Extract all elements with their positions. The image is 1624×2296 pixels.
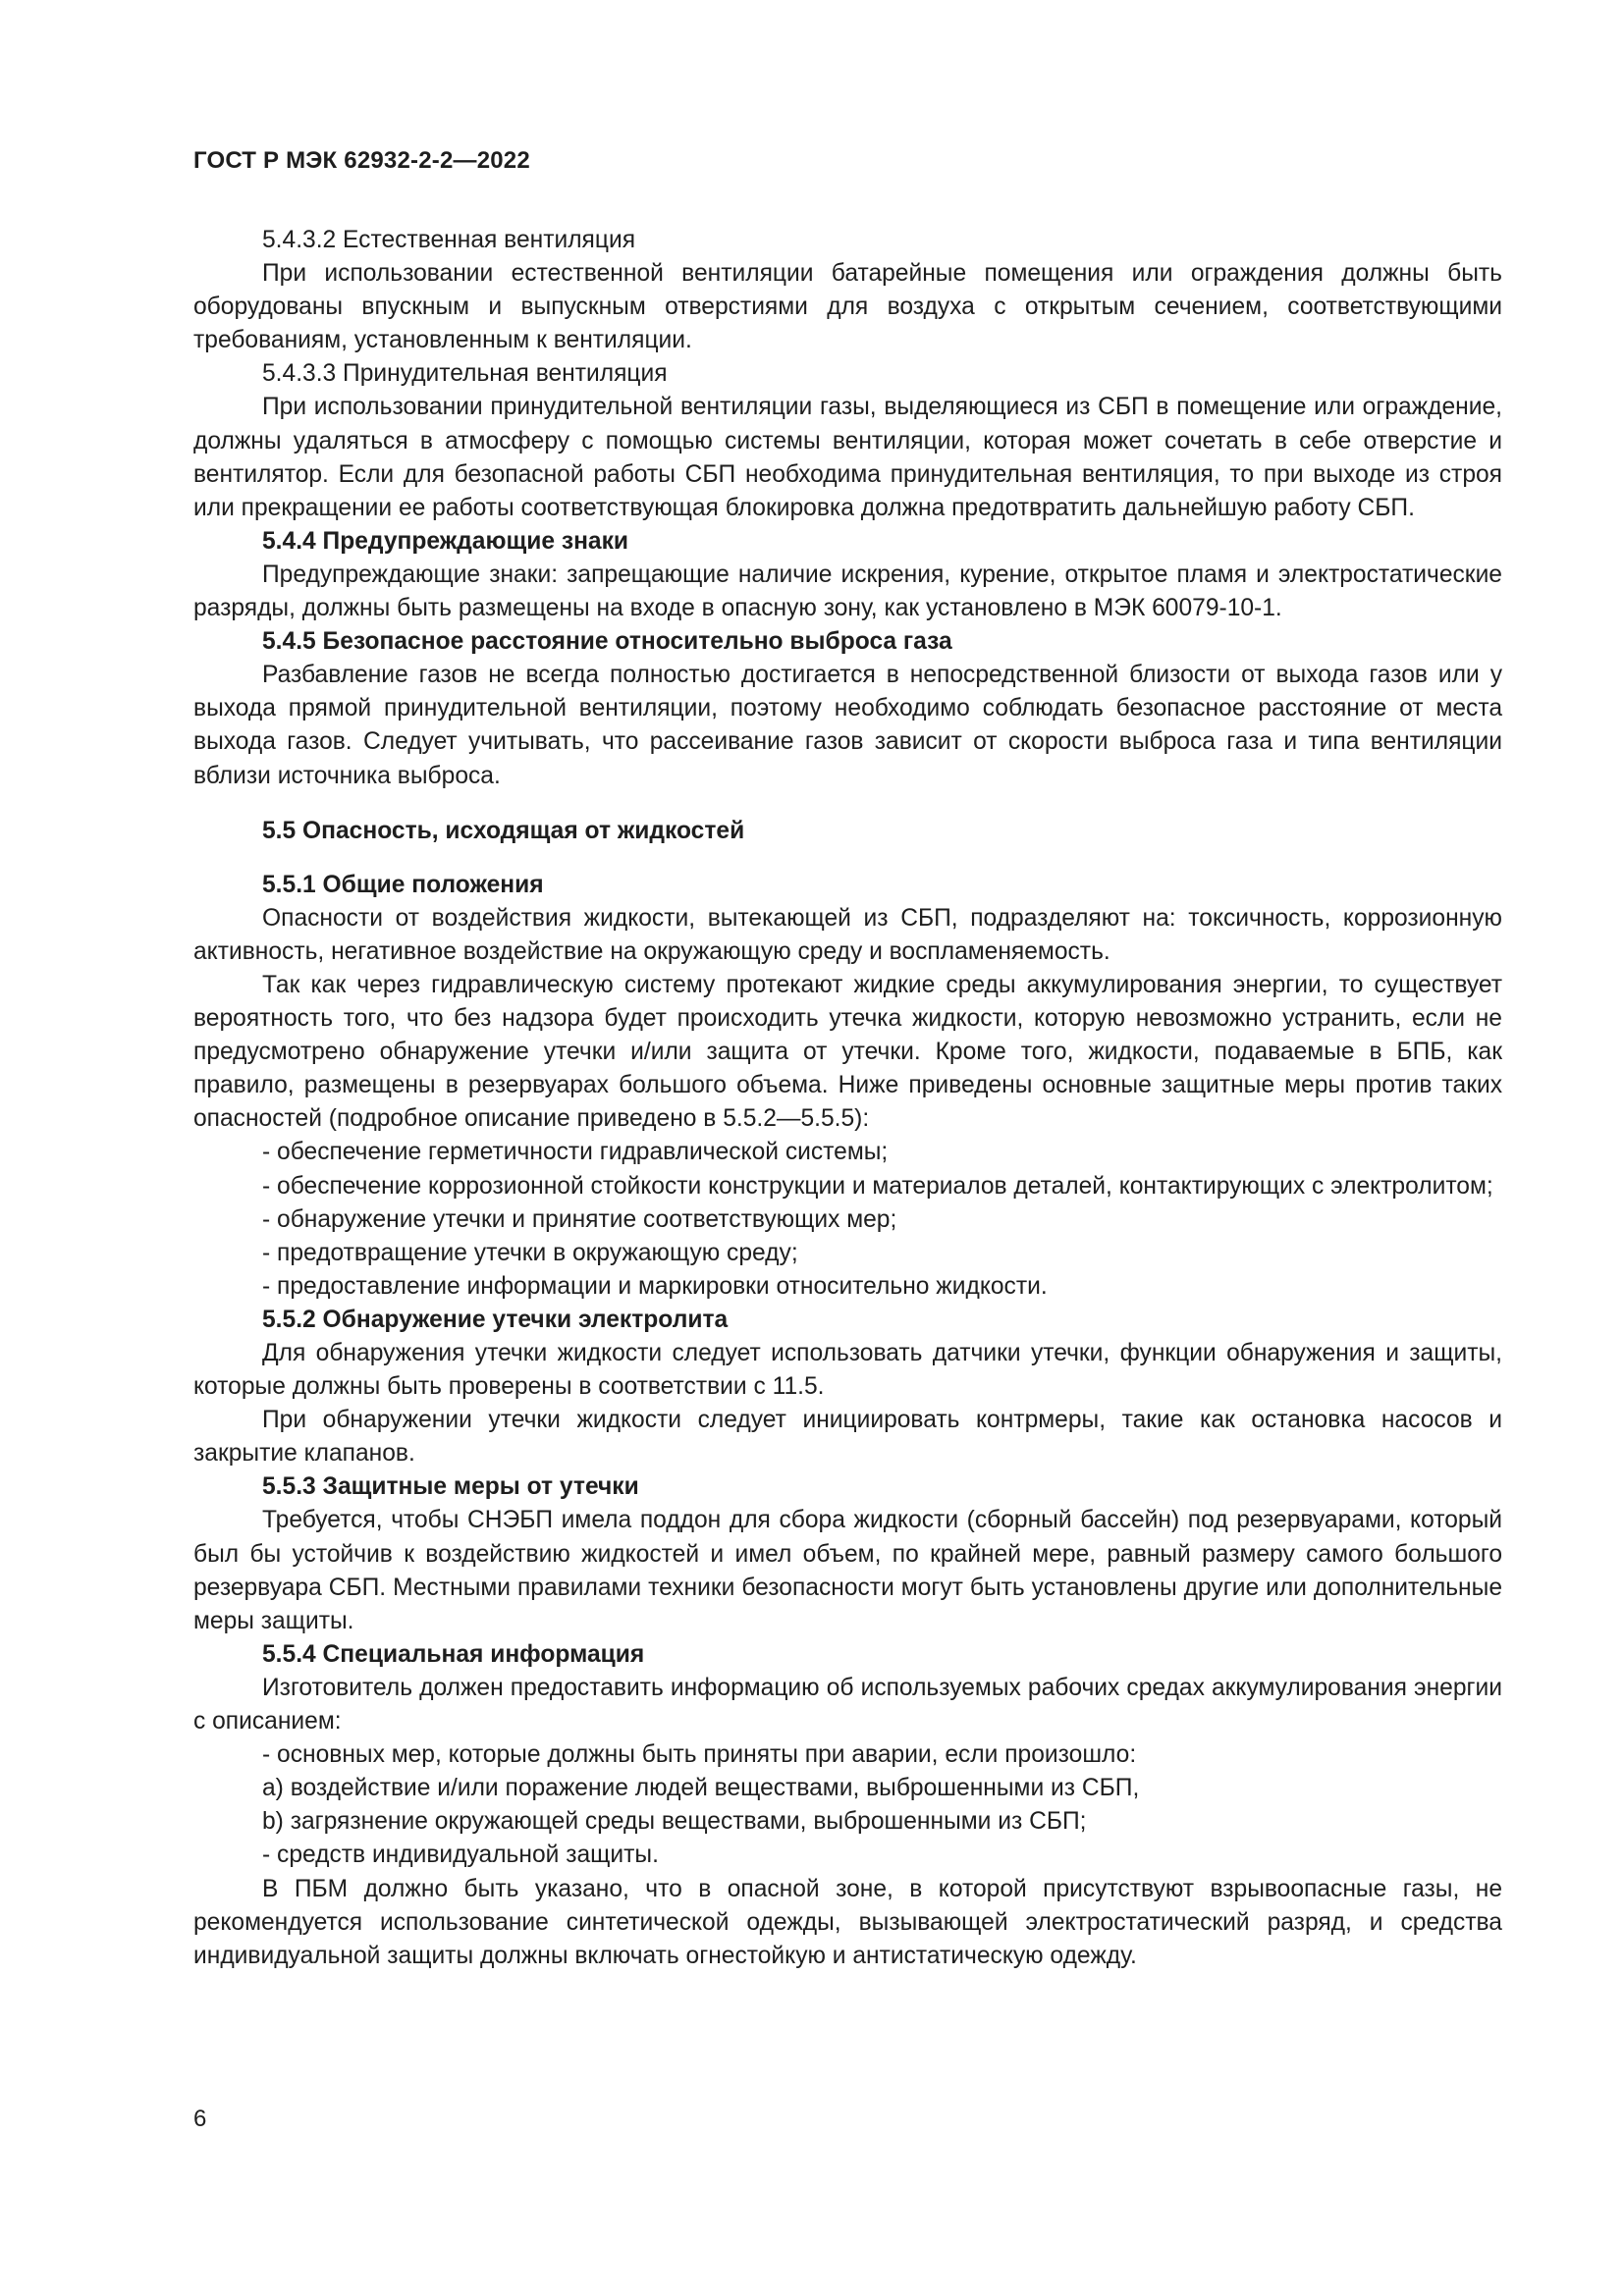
paragraph: Так как через гидравлическую систему протекают жидкие среды аккумулирования энергии, то существует вероятность того, что без надзора будет происходить утечка жидкости, которую невозможно устранить, если не предусмотрено обнаружение утечки и/или защита от утечки. Кроме того, жидкости, подаваемые в БПБ, как правило, размещены в резервуарах большого объема. Ниже приведены основные защитные меры против таких опасностей (подробное описание приведено в 5.5.2—5.5.5): <box>193 971 1502 1133</box>
list-item: - обеспечение герметичности гидравлической системы; <box>262 1139 889 1166</box>
paragraph: Требуется, чтобы СНЭБП имела поддон для сбора жидкости (сборный бассейн) под резервуарами, который был бы устойчив к воздействию жидкостей и имел объем, по крайней мере, равный размеру самого большого резервуара СБП. Местными правилами техники безопасности могут быть установлены другие или дополнительные меры защиты. <box>193 1507 1502 1634</box>
paragraph: Для обнаружения утечки жидкости следует использовать датчики утечки, функции обнаружения и защиты, которые должны быть проверены в соответствии с 11.5. <box>193 1340 1502 1401</box>
paragraph: В ПБМ должно быть указано, что в опасной зоне, в которой присутствуют взрывоопасные газы, не рекомендуется использование синтетической одежды, вызывающей электростатический разряд, и средства индивидуальной защиты должны включать огнестойкую и антистатическую одежду. <box>193 1875 1502 1969</box>
list-item: - основных мер, которые должны быть приняты при аварии, если произошло: <box>262 1741 1137 1769</box>
paragraph: Опасности от воздействия жидкости, вытекающей из СБП, подразделяют на: токсичность, коррозионную активность, негативное воздействие на окружающую среду и воспламеняемость. <box>193 904 1502 965</box>
section-heading: 5.5.2 Обнаружение утечки электролита <box>262 1306 729 1333</box>
list-item: - средств индивидуальной защиты. <box>262 1842 659 1869</box>
paragraph: Предупреждающие знаки: запрещающие наличие искрения, курение, открытое пламя и электростатические разряды, должны быть размещены на входе в опасную зону, как установлено в МЭК 60079-10-1. <box>193 561 1502 622</box>
list-item: - обнаружение утечки и принятие соответствующих мер; <box>262 1205 897 1233</box>
list-item: - предоставление информации и маркировки относительно жидкости. <box>262 1272 1048 1300</box>
document-body <box>193 224 1502 1973</box>
list-item: - обеспечение коррозионной стойкости конструкции и материалов деталей, контактирующих с электролитом; <box>262 1172 1493 1200</box>
section-heading: 5.4.5 Безопасное расстояние относительно выброса газа <box>262 628 952 656</box>
list-item: b) загрязнение окружающей среды веществами, выброшенными из СБП; <box>262 1808 1087 1836</box>
list-item: a) воздействие и/или поражение людей веществами, выброшенными из СБП, <box>262 1775 1140 1802</box>
section-heading: 5.5.3 Защитные меры от утечки <box>262 1473 639 1501</box>
section-heading: 5.5 Опасность, исходящая от жидкостей <box>262 817 745 844</box>
paragraph: Изготовитель должен предоставить информацию об используемых рабочих средах аккумулирования энергии с описанием: <box>193 1674 1502 1735</box>
document-header: ГОСТ Р МЭК 62932-2-2—2022 <box>193 147 530 174</box>
paragraph: При обнаружении утечки жидкости следует инициировать контрмеры, такие как остановка насосов и закрытие клапанов. <box>193 1407 1502 1468</box>
paragraph: Разбавление газов не всегда полностью достигается в непосредственной близости от выхода газов или у выхода прямой принудительной вентиляции, поэтому необходимо соблюдать безопасное расстояние от места выхода газов. Следует учитывать, что рассеивание газов зависит от скорости выброса газа и типа вентиляции вблизи источника выброса. <box>193 662 1502 789</box>
section-heading: 5.5.1 Общие положения <box>262 871 544 898</box>
page-number: 6 <box>193 2106 207 2132</box>
subsection-heading: 5.4.3.2 Естественная вентиляция <box>262 227 636 253</box>
section-heading: 5.4.4 Предупреждающие знаки <box>262 527 629 555</box>
list-item: - предотвращение утечки в окружающую среду; <box>262 1239 798 1266</box>
paragraph: При использовании естественной вентиляции батарейные помещения или ограждения должны быть оборудованы впускным и выпускным отверстиями для воздуха с открытым сечением, соответствующими требованиям, установленным к вентиляции. <box>193 260 1502 354</box>
section-heading: 5.5.4 Специальная информация <box>262 1640 645 1668</box>
subsection-heading: 5.4.3.3 Принудительная вентиляция <box>262 360 668 388</box>
paragraph: При использовании принудительной вентиляции газы, выделяющиеся из СБП в помещение или ограждение, должны удаляться в атмосферу с помощью системы вентиляции, которая может сочетать в себе отверстие и вентилятор. Если для безопасной работы СБП необходима принудительная вентиляция, то при выходе из строя или прекращении ее работы соответствующая блокировка должна предотвратить дальнейшую работу СБП. <box>193 394 1502 521</box>
